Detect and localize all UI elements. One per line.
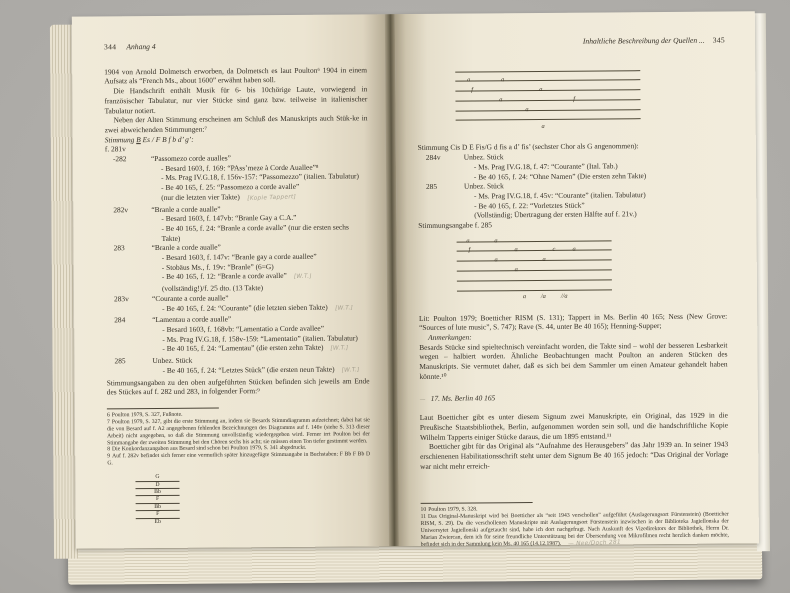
footnote-rule-right bbox=[420, 502, 532, 504]
entry-sub-line: - Besard 1603, f. 168vb: “Lamentatio a Corde avallee” bbox=[162, 323, 325, 334]
footnote-number: 11 bbox=[420, 514, 427, 521]
tablature-letter: a bbox=[539, 86, 543, 94]
entry-sub-line: - Stobäus Ms., f. 19v: “Branle” (6=G) bbox=[161, 261, 274, 272]
footnote-rule-left bbox=[107, 407, 219, 409]
entry-folio: -282 bbox=[112, 154, 127, 164]
entry-sub-line: - Be 40 165, f. 24: “Courante” (die letzten sieben Takte) [W.T.] bbox=[162, 302, 353, 313]
tablature-letter: a bbox=[514, 246, 518, 254]
footnote: 8 Die Konkordanzangaben aus Besard sind schon bei Poulton 1979, S. 341 abgedruckt. bbox=[107, 445, 307, 453]
entry-title: “Courante a corde aualle” bbox=[151, 293, 229, 303]
entry-folio: 285 bbox=[114, 356, 126, 366]
right-footnote-list bbox=[420, 505, 729, 549]
tuning-letter-line: Bb bbox=[136, 489, 180, 497]
footnote: 6 Poulton 1979, S. 327, Fußnote. bbox=[106, 411, 183, 419]
entry-folio: 282v bbox=[113, 204, 129, 214]
entry-title: “Passomezo corde aualles” bbox=[150, 153, 231, 164]
tablature-letter: f bbox=[471, 86, 474, 94]
tablature-letter: a bbox=[542, 256, 546, 264]
handwritten-note: [W.T.] bbox=[341, 366, 360, 374]
footnote-number: 7 bbox=[106, 419, 110, 426]
tablature-letter: a bbox=[494, 256, 498, 264]
entry-sub-line: - Ms. Prag IV.G.18, f. 47: “Courante” (Ital. Tab.) bbox=[473, 161, 618, 172]
intro-paragraph-3: Neben der Alten Stimmung erscheinen am Schluß des Manuskripts auch Stük-ke in zwei abweichenden Stimmungen:⁷ bbox=[104, 113, 368, 135]
tablature-letter: a bbox=[501, 76, 505, 84]
entry-sub-line: (nur die letzten vier Takte) [Kopie Tappert] bbox=[105, 191, 368, 205]
right-running-head bbox=[417, 36, 725, 48]
left-running-head-title: Anhang 4 bbox=[126, 41, 156, 52]
entry-sub-line: - Be 40 165, f. 22: “Vorletztes Stück” bbox=[474, 200, 585, 211]
handwritten-note: [W.T.] bbox=[330, 345, 349, 353]
left-page-number: 344 bbox=[104, 42, 117, 52]
tablature-letter: a bbox=[525, 105, 529, 113]
tablature-letter: f bbox=[468, 246, 471, 254]
page-spread bbox=[72, 11, 759, 548]
stimmung-underlined: B bbox=[136, 134, 141, 144]
footnote-number: 8 bbox=[107, 446, 111, 453]
entry-sub-line: - Ms. Prag IV.G.18, f. 45v: “Courante” (italien. Tabulatur) bbox=[474, 190, 646, 201]
footnote: 7 Poulton 1979, S. 327, gibt die erste Stimmung an, indem sie Besards Stimmdiagramm aufzeichnet; dabei hat sie die von Besard auf f. A2 angegebenen fehlenden Bezeichnungen des Diagramms auf f. 146v (siehe S. 313 dieser Arbeit) nicht angegeben, so daß die Stimmung unvollständig wiedergegeben wird. Ferner irrt Poulton bei der Stimmangabe der zweiten Stimmung bei den Chören sechs bis acht; sie müssen einen Ton tiefer gestimmt werden. bbox=[106, 417, 370, 446]
anmerkungen-paragraph: Besards Stücke sind spieltechnisch vereinfacht worden, die Takte sind – wohl der besseren Lesbarkeit wegen – halbiert worden. Ähnliche Beobachtungen macht Poulton an anderen Stücken des Manuskripts. Sie vermutet daher, daß es sich bei dem Sammler um einen Amateur gehandelt haben könnte.¹⁰ bbox=[419, 340, 728, 381]
left-footnotes bbox=[107, 406, 371, 526]
literature-paragraph: Lit: Poulton 1979; Boetticher RISM (S. 131); Tappert in Ms. Berlin 40 165; Ness (New Grove: “Sources of lute music”, S. 747); Rave (S. 44, unter Be 40 165); Henning-Supper; bbox=[418, 311, 728, 333]
tablature-letter: a bbox=[467, 76, 471, 84]
folio-line: f. 281v bbox=[104, 144, 126, 154]
tablature-letter: f bbox=[573, 95, 576, 103]
body-paragraph-2: Boetticher gibt für das Original als “Aufnahme des Herausgebers” das Jahr 1939 an. In seiner 1943 erschienenen Habilitationsschrift steht unter dem Signum Be 40 165 jedoch: “Das Original der Vorlage war nicht mehr erreich- bbox=[420, 439, 729, 471]
entry-sub-line: - Besard 1603, f. 147v: “Branle gay a corde auallee” bbox=[161, 251, 317, 263]
entry-folio: 283 bbox=[113, 243, 125, 253]
entry-sub-line: (vollständig!)/f. 25 dto. (13 Takte) bbox=[161, 283, 264, 294]
entry-folio: 284 bbox=[114, 315, 126, 325]
body-paragraph-1: Laut Boetticher gibt es unter diesem Signum zwei Manuskripte, ein Original, das 1929 in die Preußische Staatsbibliothek, Berlin, aufgenommen worden sein soll, und die handschriftliche Kopie Wilhelm Tapperts einiger Stücke daraus, die um 1895 entstand.¹¹ bbox=[419, 410, 729, 442]
stimmungsangabe-line: Stimmungsangabe f. 285 bbox=[418, 220, 493, 231]
footnote-number: 6 bbox=[106, 412, 110, 419]
closing-paragraph: Stimmungsangaben zu den oben aufgeführten Stücken befinden sich jeweils am Ende des Stückes auf f. 282 und 283, in folgender Form:⁹ bbox=[106, 375, 370, 397]
left-footnote-list bbox=[107, 410, 370, 467]
entry-title: Unbez. Stück bbox=[463, 152, 504, 162]
tablature-letter: c bbox=[552, 246, 556, 254]
tablature-below-row bbox=[455, 120, 640, 133]
right-page-number: 345 bbox=[712, 35, 726, 45]
entry-sub-line: - Be 40 165, f. 12: “Branle a corde avalle” [W.T.] bbox=[161, 271, 313, 282]
open-book bbox=[50, 5, 770, 585]
tablature-letter: a bbox=[572, 246, 576, 254]
footnote-number: 10 bbox=[420, 507, 427, 514]
stimmung-heading-right: Stimmung Cis D E Fis/G d fis a d’ fis’ (sechster Chor als G angenommen): bbox=[417, 141, 639, 153]
left-running-head bbox=[104, 40, 367, 52]
tuning-letter-line: F bbox=[136, 511, 180, 519]
tuning-letter-line: Eb bbox=[154, 518, 162, 525]
tuning-letter-line: D bbox=[135, 481, 179, 489]
tablature-letter: a bbox=[541, 122, 545, 130]
entry-folio: 284v bbox=[425, 152, 441, 163]
footnote-number: 9 bbox=[107, 453, 111, 460]
entry-sub-line: - Ms. Prag IV.G.18, f. 156v-157: “Passomezzo” (italien. Tabulatur) bbox=[161, 171, 360, 183]
left-page bbox=[72, 14, 389, 548]
entry-title: “Lamentau a corde aualle” bbox=[152, 314, 232, 325]
entry-sub-line: - Ms. Prag IV.G.18, f. 158v-159: “Lamentatio” (italien. Tabulatur) bbox=[162, 333, 358, 344]
tablature-letter: //a bbox=[560, 292, 568, 300]
right-page bbox=[395, 11, 759, 546]
lute-tablature-diagram-1 bbox=[455, 61, 641, 133]
stimmung-prefix: Stimmung bbox=[104, 134, 137, 145]
intro-paragraph-2: Die Handschrift enthält Musik für 6- bis 10chörige Laute, vorwiegend in französischer Tabulatur, nur vier Stücke sind ganz bzw. teilweise in italienischer Tabulatur notiert. bbox=[104, 84, 368, 115]
pencil-dash-annotation: — bbox=[419, 396, 426, 403]
entry-title: “Branle a corde aualle” bbox=[151, 204, 221, 214]
tablature-below-row bbox=[457, 290, 612, 303]
tablature-letter: a bbox=[499, 96, 503, 104]
lute-tablature-diagram-2 bbox=[456, 231, 612, 303]
entry-folio: 285 bbox=[425, 182, 438, 192]
footnote: 11 Das Original-Manuskript wird bei Boetticher als “seit 1943 verschollen” aufgeführt (Auslagerungsort Fürstenstein) (Boetticher RISM, S. 29). Da die verschollenen Manuskripte mit Auslagerungsort Fürstenstein inzwischen in der Biblioteka Jagiellonska der Uniwersytet Jagiellonski aufgetaucht sind, habe ich dort nachgefragt. Nach Auskunft des Vizedirektors der Bibliothek, Herrn Dr. Marian Zwiercan, dem ich für seine freundliche Unterstützung bei der Übersendung von Mikrofilmen recht herzlich danken möchte, befindet sich in der Sammlung kein Ms. 40 165 (14.12.1987). — Nee/Doch 281 bbox=[420, 511, 729, 548]
entry-sub-line: (Vollständig; Übertragung der ersten Hälfte auf f. 21v.) bbox=[474, 209, 637, 220]
tablature-letter: a bbox=[514, 266, 518, 274]
handwritten-note: [W.T.] bbox=[293, 274, 313, 281]
right-running-head-title: Inhaltliche Beschreibung der Quellen ... bbox=[582, 35, 705, 46]
handwritten-note: [Kopie Tappert] bbox=[246, 194, 296, 202]
entry-sub-line: - Besard 1603, f. 147vb: “Branle Gay a C.A.” bbox=[161, 213, 297, 224]
tablature-letter: /a bbox=[540, 292, 546, 300]
footnote: 9 Auf f. 282v befindet sich ferner eine vermutlich später hinzugefügte Stimmangabe in Buchstaben: F Bb F Bb D G. bbox=[107, 451, 371, 467]
tuning-letter-line: G bbox=[135, 474, 179, 482]
section-heading-text: 17. Ms. Berlin 40 165 bbox=[430, 392, 496, 403]
anmerkungen-label: Anmerkungen: bbox=[428, 332, 472, 342]
entry-sub-line: - Be 40 165, f. 24: “Letztes Stück” (die ersten neun Takte) [W.T.] bbox=[162, 364, 360, 375]
entry-folio: 283v bbox=[113, 294, 129, 304]
entry-title: Unbez. Stück bbox=[152, 355, 193, 366]
stimmung-rest: Es / F B f b d’ g’: bbox=[140, 134, 194, 144]
entry-sub-line: - Be 40 165, f. 25: “Passomezo a corde avalle” bbox=[161, 182, 300, 193]
section-heading bbox=[420, 391, 728, 405]
entry-sub-line: - Be 40 165, f. 24: “Ohne Namen” (Die ersten zehn Takte) bbox=[473, 170, 647, 182]
entry-title: Unbez. Stück bbox=[463, 181, 504, 191]
tablature-letter: a bbox=[522, 292, 527, 300]
footnote: 10 Poulton 1979, S. 328. bbox=[420, 506, 478, 514]
entry-sub-line: - Besard 1603, f. 169: “PAss’meze à Corde Auallee”⁸ bbox=[160, 162, 319, 173]
entry-title: “Branle a corde aualle” bbox=[151, 242, 221, 253]
entry-sub-line: - Be 40 165, f. 24: “Branle a corde avalle” (nur die ersten sechs Takte) bbox=[161, 222, 349, 243]
footnote-tuning-diagram bbox=[135, 472, 370, 526]
left-entry-list bbox=[105, 152, 370, 378]
entry-sub-line: - Be 40 165, f. 24: “Lamentau” (die ersten zehn Takte) [W.T.] bbox=[162, 343, 349, 354]
tuning-letter-line: Bb bbox=[136, 504, 180, 512]
intro-paragraph-1: 1904 von Arnold Dolmetsch erworben, da Dolmetsch es laut Poulton⁶ 1904 in einem Aufsatz als “French Ms., about 1600” erwähnt haben soll. bbox=[104, 65, 368, 86]
handwritten-note: [W.T.] bbox=[334, 304, 353, 312]
tuning-letter-line: F bbox=[136, 496, 180, 504]
right-entry-list bbox=[418, 151, 727, 221]
tablature-letter: a bbox=[466, 237, 470, 245]
handwritten-note: — Nee/Doch 281 bbox=[568, 539, 622, 548]
tablature-letter: a bbox=[494, 236, 498, 244]
right-footnotes bbox=[420, 501, 729, 549]
